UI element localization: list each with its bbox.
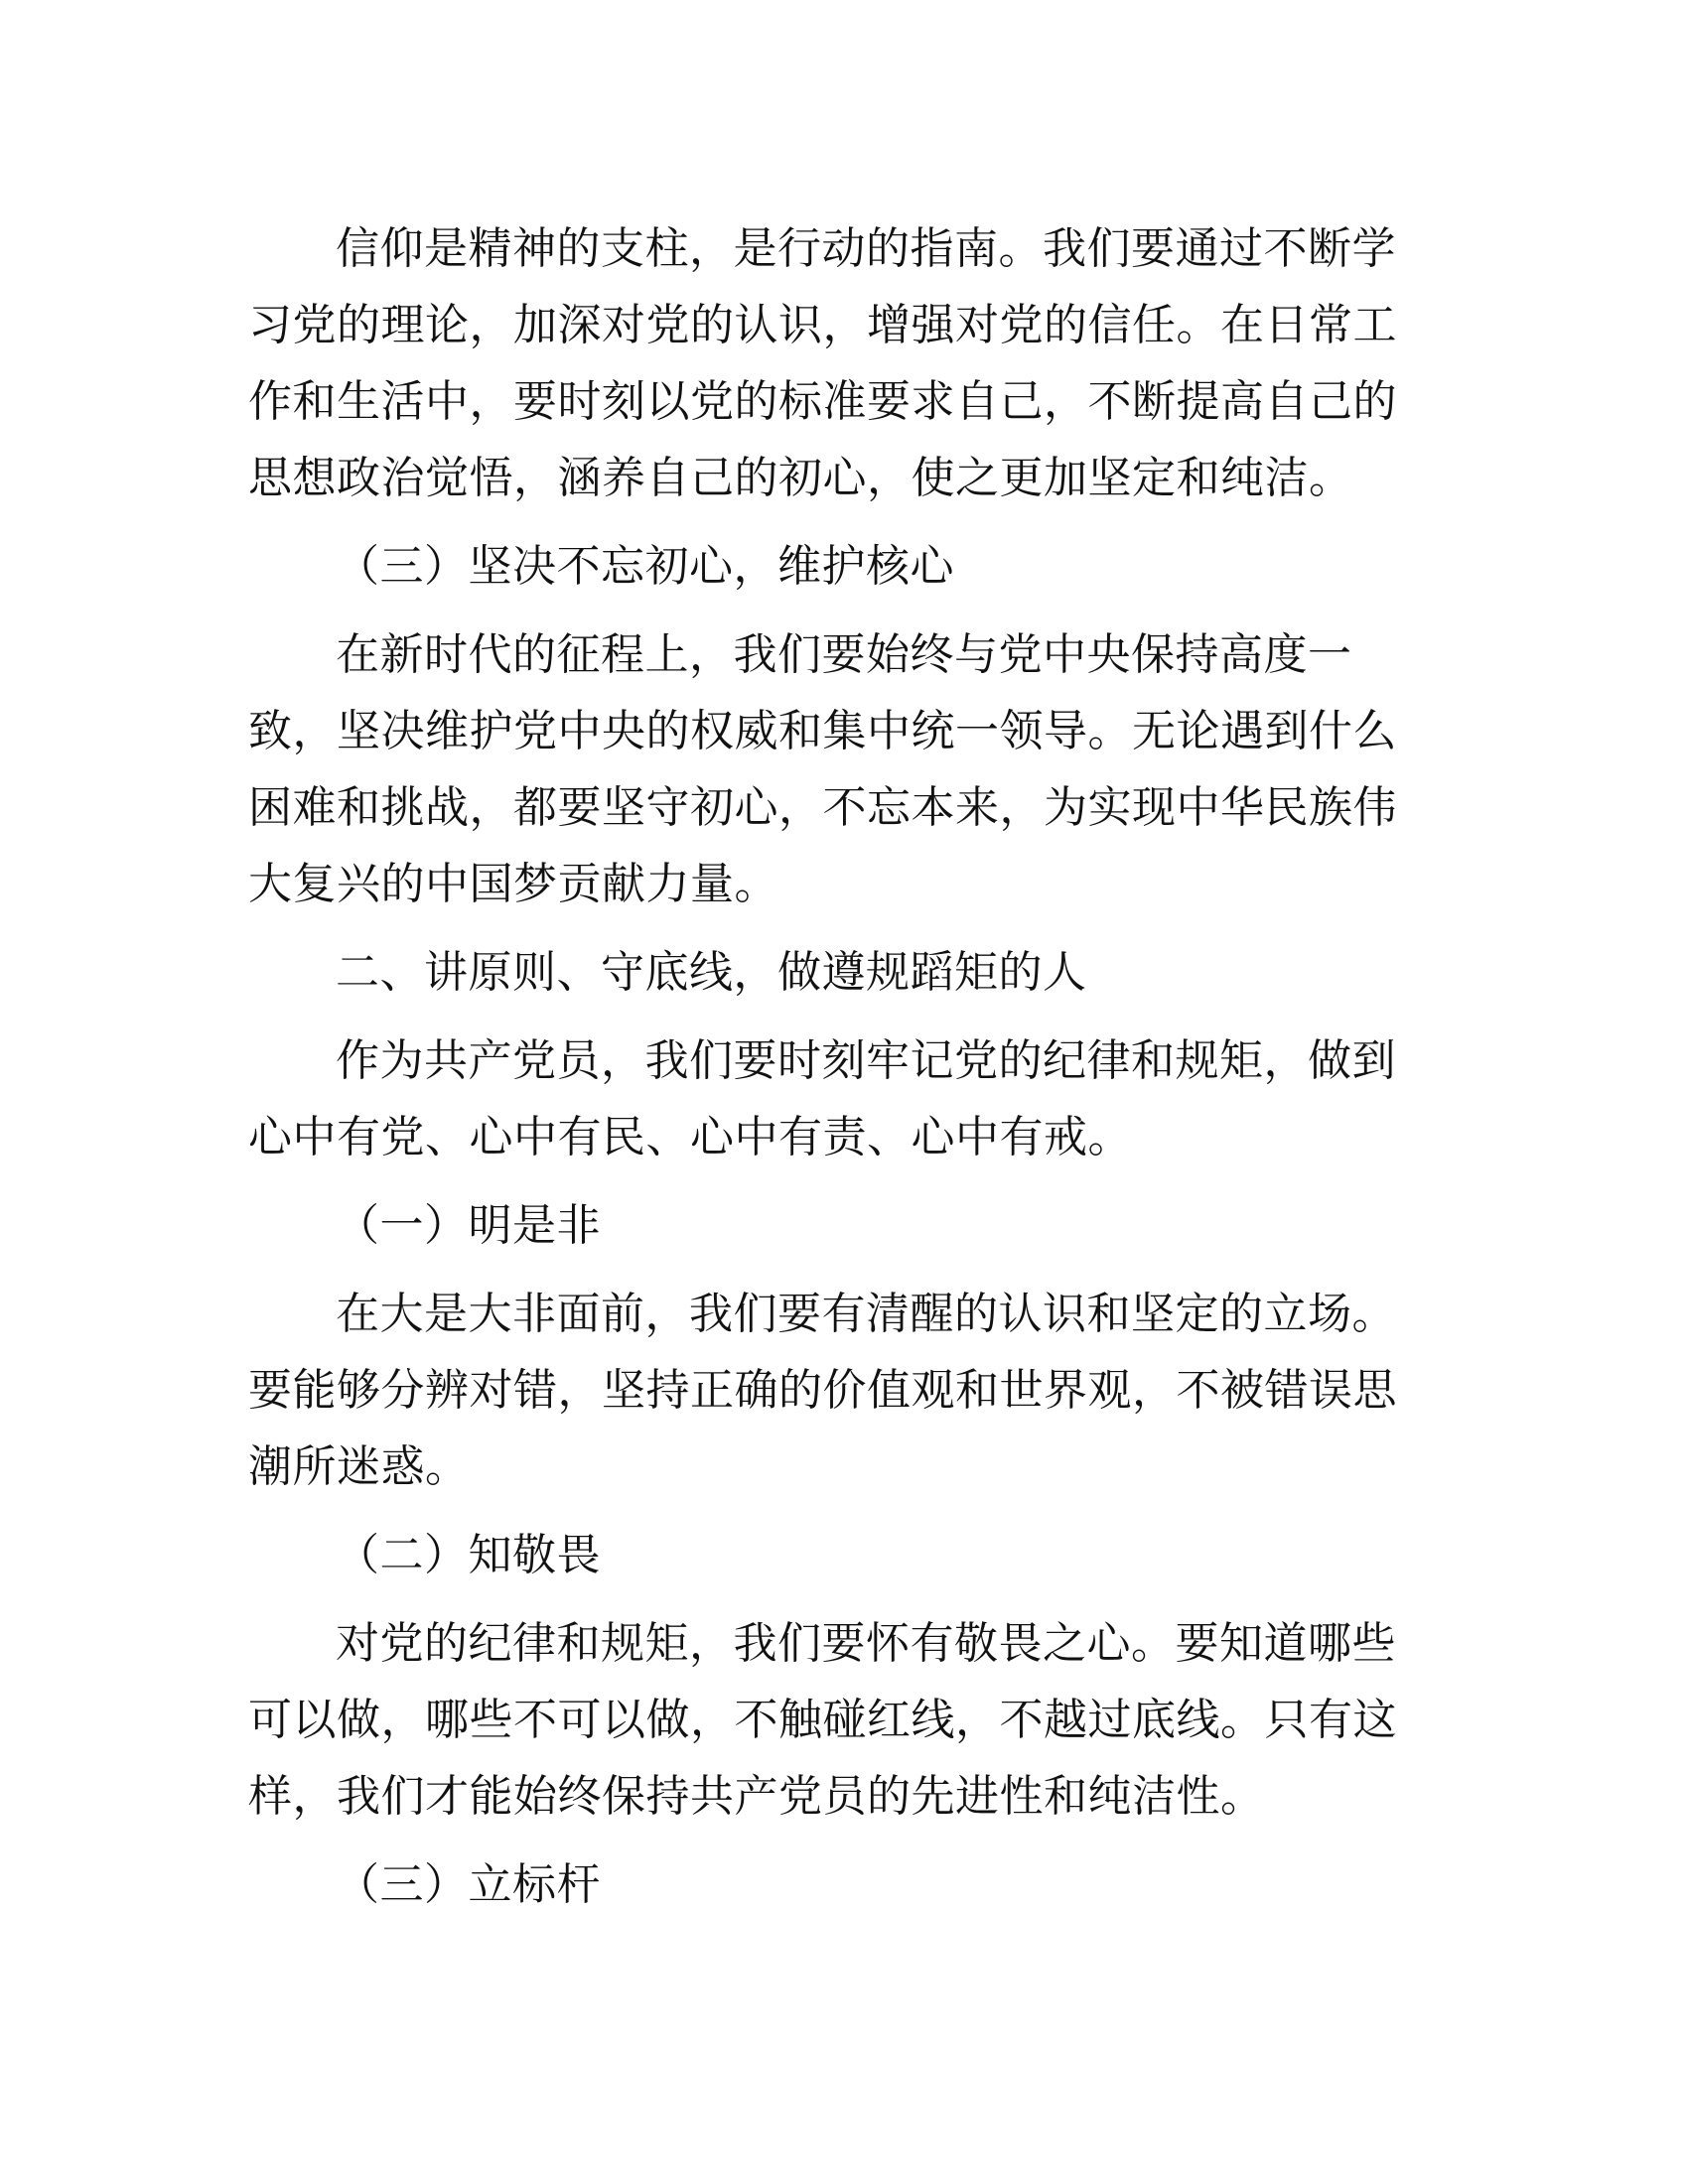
paragraph-faith: 信仰是精神的支柱，是行动的指南。我们要通过不断学习党的理论，加深对党的认识，增强对党的信任。在日常工作和生活中，要时刻以党的标准要求自己，不断提高自己的思想政治觉悟，涵养自己的初心，使之更加坚定和纯洁。 (248, 223, 1397, 503)
paragraph-right-and-wrong: 在大是大非面前，我们要有清醒的认识和坚定的立场。要能够分辨对错，坚持正确的价值观和世界观，不被错误思潮所迷惑。 (248, 1289, 1397, 1492)
heading-subsection-two: （二）知敬畏 (336, 1530, 601, 1580)
heading-subsection-one: （一）明是非 (336, 1200, 601, 1251)
paragraph-party-member-discipline: 作为共产党员，我们要时刻牢记党的纪律和规矩，做到心中有党、心中有民、心中有责、心中有戒。 (248, 1035, 1396, 1162)
document-body (248, 210, 1440, 1923)
paragraph-reverence: 对党的纪律和规矩，我们要怀有敬畏之心。要知道哪些可以做，哪些不可以做，不触碰红线，不越过底线。只有这样，我们才能始终保持共产党员的先进性和纯洁性。 (248, 1618, 1397, 1822)
heading-subsection-three: （三）立标杆 (336, 1859, 601, 1910)
heading-section-two-principles: 二、讲原则、守底线，做遵规蹈矩的人 (336, 947, 1087, 998)
paragraph-new-era: 在新时代的征程上，我们要始终与党中央保持高度一致，坚决维护党中央的权威和集中统一领导。无论遇到什么困难和挑战，都要坚守初心，不忘本来，为实现中华民族伟大复兴的中国梦贡献力量。 (248, 629, 1397, 909)
heading-section-three-original-aspiration: （三）坚决不忘初心，维护核心 (336, 541, 954, 592)
